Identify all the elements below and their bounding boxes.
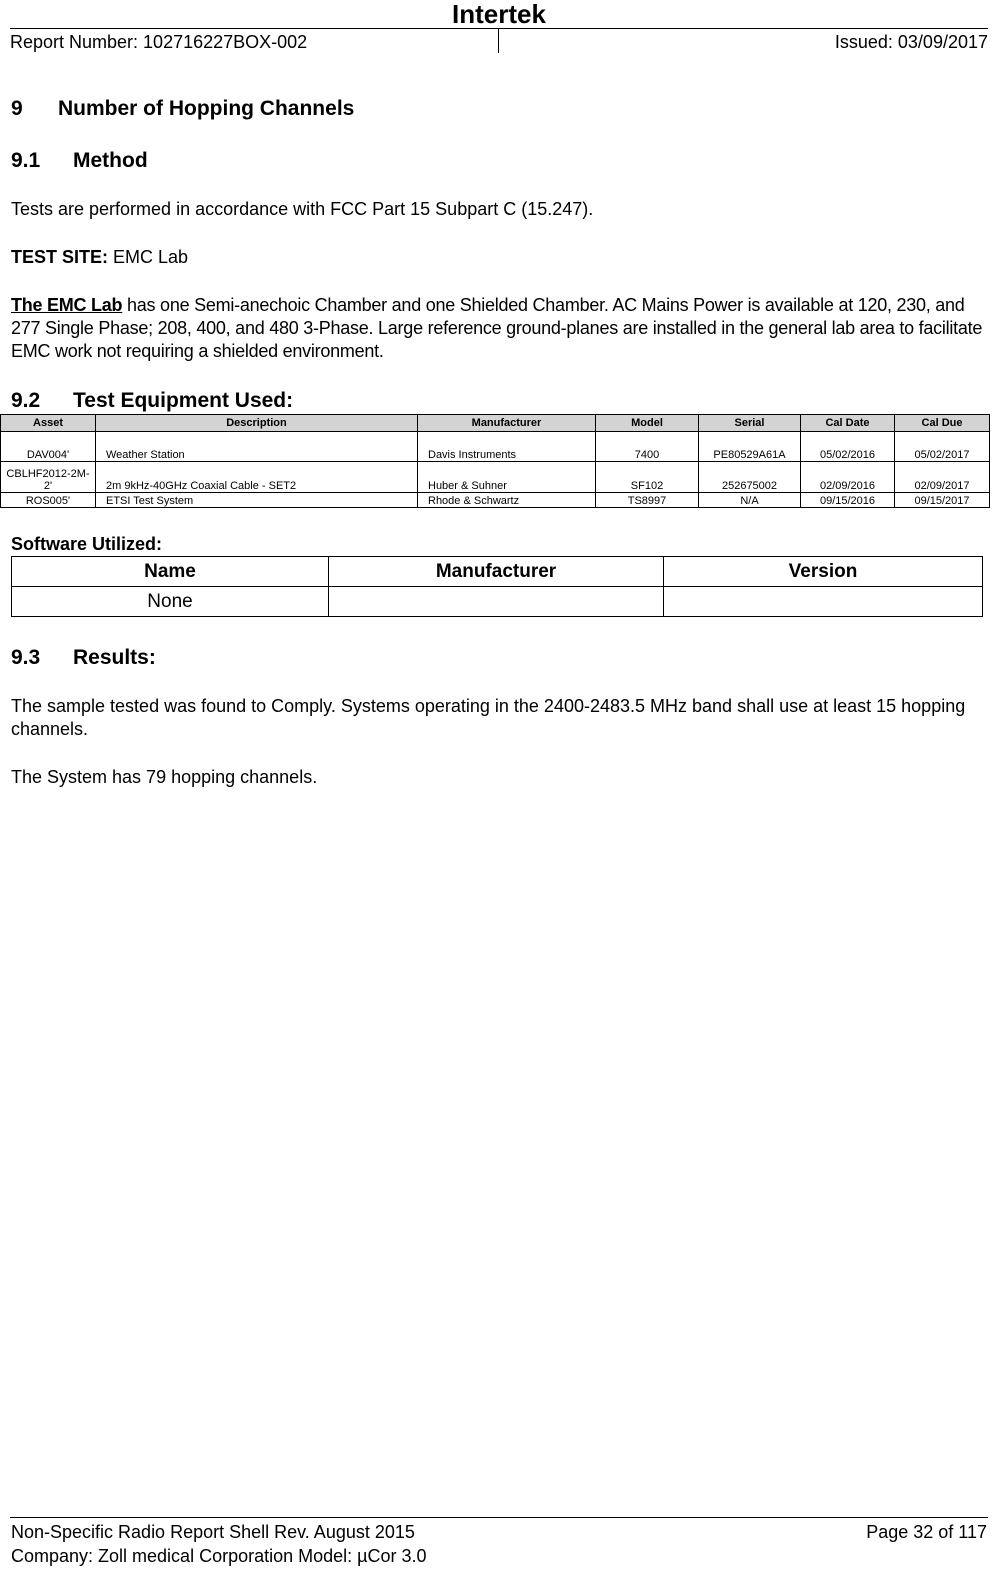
footer-rule [10,1517,988,1518]
table-row [12,587,983,617]
cell-serial: N/A [699,493,801,508]
cell-description: ETSI Test System [96,493,418,508]
table-row [1,462,990,493]
cell-cal-date: 05/02/2016 [801,432,895,462]
issued-date: Issued: 03/09/2017 [834,32,988,52]
cell-cal-due: 05/02/2017 [895,432,990,462]
method-heading [11,148,148,174]
cell-asset: ROS005' [1,493,96,508]
cell-description: 2m 9kHz-40GHz Coaxial Cable - SET2 [96,462,418,493]
equipment-number: 9.2 [11,389,41,412]
column-header: Cal Due [895,415,990,432]
cell-description: Weather Station [96,432,418,462]
software-table [11,556,983,617]
column-header: Asset [1,415,96,432]
method-number: 9.1 [11,149,41,172]
column-header: Serial [699,415,801,432]
results-title: Results: [73,646,156,669]
equipment-header-row [1,415,990,432]
test-site [11,246,989,269]
column-header: Manufacturer [418,415,596,432]
cell-manufacturer: Huber & Suhner [418,462,596,493]
cell-serial: PE80529A61A [699,432,801,462]
footer-page: Page 32 of 117 [866,1522,987,1542]
test-site-value: EMC Lab [113,247,189,267]
results-heading [11,645,156,671]
software-header-row [12,557,983,587]
cell-manufacturer: Rhode & Schwartz [418,493,596,508]
cell-manufacturer [329,587,664,617]
header-divider [498,28,499,53]
cell-model: 7400 [596,432,699,462]
column-header: Cal Date [801,415,895,432]
column-header: Description [96,415,418,432]
results-number: 9.3 [11,646,41,669]
section-title: Number of Hopping Channels [58,97,355,120]
cell-cal-date: 09/15/2016 [801,493,895,508]
lab-description-text: has one Semi-anechoic Chamber and one Shielded Chamber. AC Mains Power is available at 120, 230, and 277 Single Phase; 208, 400, and 480 3-Phase. Large reference ground-planes are installed in the general lab area to facilitate EMC work not requiring a shielded environment. [11,295,983,361]
method-text: Tests are performed in accordance with FCC Part 15 Subpart C (15.247). [11,199,594,219]
cell-cal-due: 09/15/2017 [895,493,990,508]
column-header: Version [664,557,983,587]
cell-model: TS8997 [596,493,699,508]
cell-manufacturer: Davis Instruments [418,432,596,462]
cell-asset: DAV004' [1,432,96,462]
cell-name: None [12,587,329,617]
lab-name: The EMC Lab [11,295,123,315]
footer-company: Company: Zoll medical Corporation Model: µCor 3.0 [11,1546,427,1566]
software-label: Software Utilized: [11,534,163,554]
lab-description [11,294,989,363]
column-header: Model [596,415,699,432]
cell-serial: 252675002 [699,462,801,493]
column-header: Name [12,557,329,587]
cell-version [664,587,983,617]
equipment-heading [11,388,293,414]
company-name: Intertek [452,0,546,29]
cell-cal-date: 02/09/2016 [801,462,895,493]
report-number: Report Number: 102716227BOX-002 [10,32,308,52]
method-title: Method [73,149,148,172]
header-rule [10,28,988,29]
results-channels: The System has 79 hopping channels. [11,767,318,787]
section-heading [11,96,354,122]
cell-cal-due: 02/09/2017 [895,462,990,493]
results-text: The sample tested was found to Comply. Systems operating in the 2400-2483.5 MHz band shall use at least 15 hopping channels. [11,696,966,739]
equipment-table [0,414,990,508]
cell-model: SF102 [596,462,699,493]
column-header: Manufacturer [329,557,664,587]
equipment-title: Test Equipment Used: [73,389,294,412]
table-row [1,432,990,462]
footer-shell: Non-Specific Radio Report Shell Rev. August 2015 [11,1522,415,1542]
cell-asset: CBLHF2012-2M-2' [1,462,96,493]
table-row [1,493,990,508]
section-number: 9 [11,97,23,120]
test-site-label: TEST SITE: [11,247,109,267]
